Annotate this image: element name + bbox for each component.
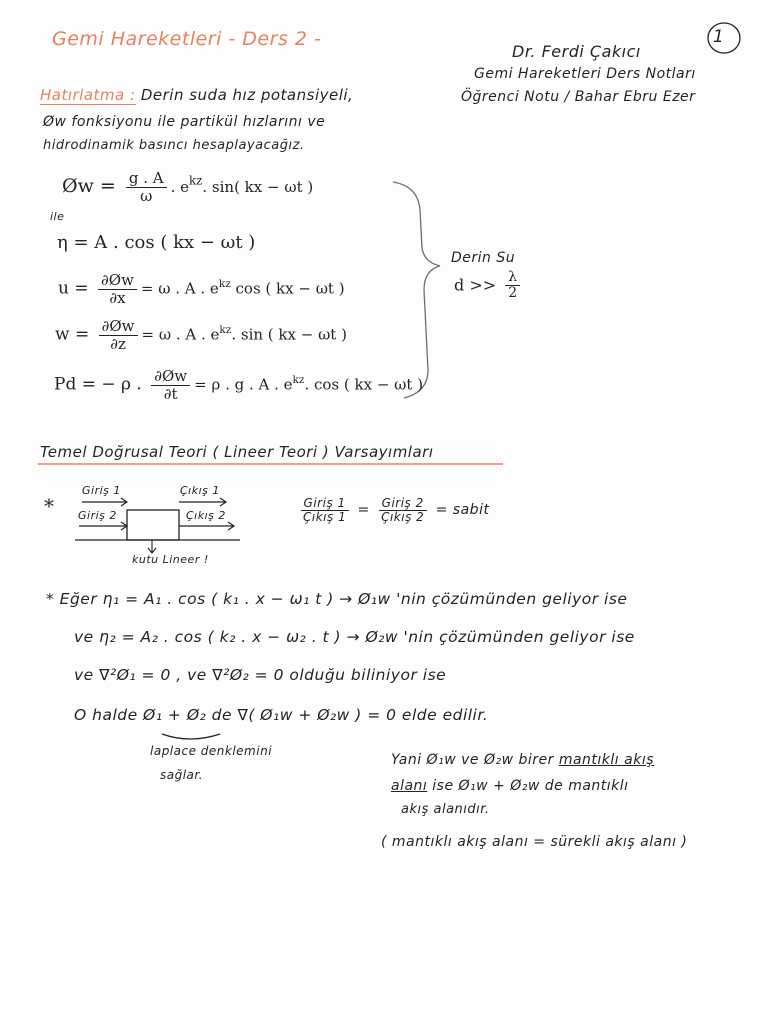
input2-label: Giriş 2 [78, 509, 117, 522]
condition-line3: ve ∇²Ø₁ = 0 , ve ∇²Ø₂ = 0 olduğu biliniyor ise [74, 666, 447, 684]
phi-equation: Øw = $\frac{g . A}{\omega}$ . $e^{kz}$. sin( kx − ωt ) [62, 169, 314, 205]
w-equation: w = $\frac{\partial Øw}{\partial z}$ = ω . A . $e^{kz}$. sin ( kx − ωt ) [55, 317, 347, 353]
output1-label: Çıkış 1 [180, 484, 220, 497]
reminder-line2: Øw fonksiyonu ile partikül hızlarını ve [43, 114, 326, 130]
course-name: Gemi Hareketleri Ders Notları [474, 66, 696, 82]
ratio-equation: $\frac{\text{Giriş 1}}{\text{Çıkış 1}}$ = $\frac{\text{Giriş 2}}{\text{Çıkış 2}}$ = sabit [296, 497, 489, 524]
laplace-note2: sağlar. [160, 768, 204, 782]
box-caption: kutu Lineer ! [132, 553, 209, 566]
conclusion-line1: Yani Ø₁w ve Ø₂w birer mantıklı akış [391, 752, 655, 768]
condition-line1: * Eğer η₁ = A₁ . cos ( k₁ . x − ω₁ t ) → Ø₁w 'nin çözümünden geliyor ise [46, 590, 628, 608]
page-title: Gemi Hareketleri - Ders 2 - [52, 28, 322, 50]
deep-water-condition: d >> $\frac{\lambda}{2}$ [454, 270, 524, 302]
bullet-star: * [44, 494, 54, 518]
pressure-equation: Pd = − ρ . $\frac{\partial Øw}{\partial t}$ = ρ . g . A . $e^{kz}$. cos ( kx − ωt ) [54, 367, 424, 403]
page-number: 1 [713, 27, 725, 47]
ile-label: ile [50, 210, 65, 223]
student-note: Öğrenci Notu / Bahar Ebru Ezer [461, 89, 696, 105]
brace [393, 182, 440, 398]
output2-label: Çıkış 2 [186, 509, 226, 522]
laplace-note1: laplace denklemini [150, 744, 273, 758]
linear-box [127, 510, 179, 540]
author-name: Dr. Ferdi Çakıcı [512, 42, 641, 61]
condition-line4: O halde Ø₁ + Ø₂ de ∇( Ø₁w + Ø₂w ) = 0 elde edilir. [74, 706, 489, 724]
conclusion-line2: alanı ise Ø₁w + Ø₂w de mantıklı [391, 778, 629, 794]
conclusion-line3: akış alanıdır. [401, 802, 490, 817]
condition-line2: ve η₂ = A₂ . cos ( k₂ . x − ω₂ . t ) → Ø₂w 'nin çözümünden geliyor ise [74, 628, 635, 646]
eta-equation: η = A . cos ( kx − ωt ) [57, 232, 256, 253]
laplace-brace [162, 734, 220, 739]
reminder-heading: Hatırlatma : [40, 86, 136, 104]
deep-water-label: Derin Su [451, 250, 516, 266]
reminder-line3: hidrodinamik basıncı hesaplayacağız. [43, 138, 305, 153]
input1-label: Giriş 1 [82, 484, 121, 497]
conclusion-note: ( mantıklı akış alanı = sürekli akış alanı ) [381, 834, 688, 850]
section-title: Temel Doğrusal Teori ( Lineer Teori ) Varsayımları [40, 443, 434, 461]
u-equation: u = $\frac{\partial Øw}{\partial x}$ = ω . A . $e^{kz}$ cos ( kx − ωt ) [58, 271, 345, 307]
reminder-line1: Derin suda hız potansiyeli, [140, 86, 354, 104]
